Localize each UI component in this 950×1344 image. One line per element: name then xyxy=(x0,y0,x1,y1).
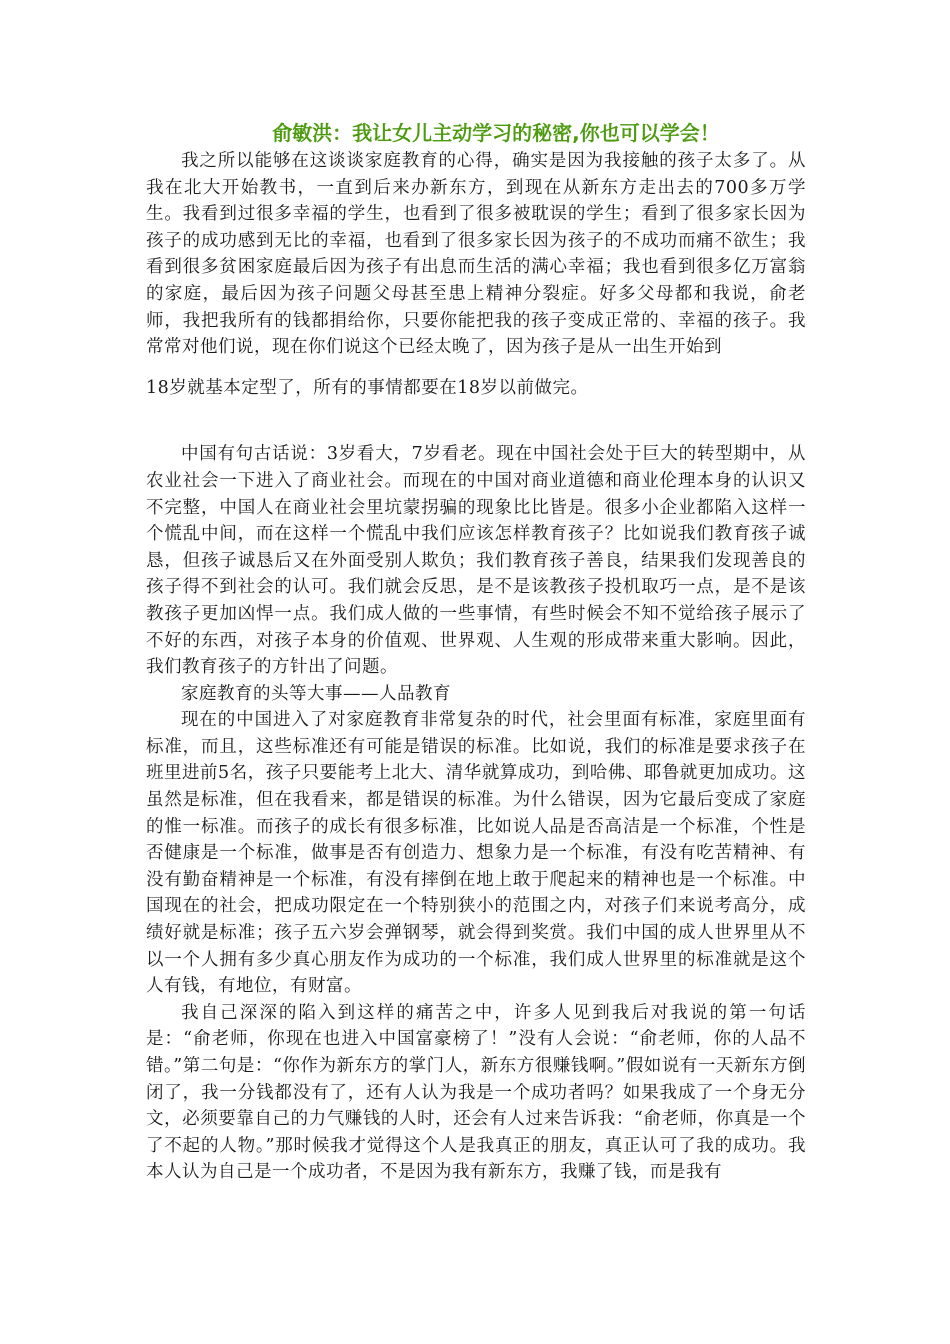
document-title: 俞敏洪：我让女儿主动学习的秘密,你也可以学会！ xyxy=(272,121,720,145)
paragraph-personal: 我自己深深的陷入到这样的痛苦之中，许多人见到我后对我说的第一句话是：“俞老师，你现在也进入中国富豪榜了！”没有人会说：“俞老师，你的人品不错。”第二句是：“你作为新东方的掌门人，新东方很赚钱啊。”假如说有一天新东方倒闭了，我一分钱都没有了，还有人认为我是一个成功者吗？如果我成了一个身无分文，必须要靠自己的力气赚钱的人时，还会有人过来告诉我：“俞老师，你真是一个了不起的人物。”那时候我才觉得这个人是我真正的朋友，真正认可了我的成功。我本人认为自己是一个成功者，不是因为我有新东方，我赚了钱，而是我有 xyxy=(146,1002,806,1183)
document-page xyxy=(146,118,806,1186)
paragraph-intro-tail: 18岁就基本定型了，所有的事情都要在18岁以前做完。 xyxy=(146,377,589,398)
spacer xyxy=(146,361,806,375)
paragraph-standards: 现在的中国进入了对家庭教育非常复杂的时代，社会里面有标准，家庭里面有标准，而且，这些标准还有可能是错误的标准。比如说，我们的标准是要求孩子在班里进前5名，孩子只要能考上北大、清华就算成功，到哈佛、耶鲁就更加成功。这虽然是标准，但在我看来，都是错误的标准。为什么错误，因为它最后变成了家庭的惟一标准。而孩子的成长有很多标准，比如说人品是否高洁是一个标准，个性是否健康是一个标准，做事是否有创造力、想象力是一个标准，有没有吃苦精神、有没有勤奋精神是一个标准，有没有摔倒在地上敢于爬起来的精神也是一个标准。中国现在的社会，把成功限定在一个特别狭小的范围之内，对孩子们来说考高分，成绩好就是标准；孩子五六岁会弹钢琴，就会得到奖赏。我们中国的成人世界里从不以一个人拥有多少真心朋友作为成功的一个标准，我们成人世界里的标准就是这个人有钱，有地位，有财富。 xyxy=(146,710,806,997)
paragraph-intro: 我之所以能够在这谈谈家庭教育的心得，确实是因为我接触的孩子太多了。从我在北大开始教书，一直到后来办新东方，到现在从新东方走出去的700多万学生。我看到过很多幸福的学生，也看到了很多被耽误的学生；看到了很多家长因为孩子的成功感到无比的幸福，也看到了很多家长因为孩子的不成功而痛不欲生；我看到很多贫困家庭最后因为孩子有出息而生活的满心幸福；我也看到很多亿万富翁的家庭，最后因为孩子问题父母甚至患上精神分裂症。好多父母都和我说，俞老师，我把我所有的钱都捐给你，只要你能把我的孩子变成正常的、幸福的孩子。我常常对他们说，现在你们说这个已经太晚了，因为孩子是从一出生开始到 xyxy=(146,151,806,358)
spacer xyxy=(146,401,806,441)
paragraph-proverb: 中国有句古话说：3岁看大，7岁看老。现在中国社会处于巨大的转型期中，从农业社会一下进入了商业社会。而现在的中国对商业道德和商业伦理本身的认识又不完整，中国人在商业社会里坑蒙拐骗的现象比比皆是。很多小企业都陷入这样一个慌乱中间，而在这样一个慌乱中我们应该怎样教育孩子？比如说我们教育孩子诚恳，但孩子诚恳后又在外面受别人欺负；我们教育孩子善良，结果我们发现善良的孩子得不到社会的认可。我们就会反思，是不是该教孩子投机取巧一点，是不是该教孩子更加凶悍一点。我们成人做的一些事情，有些时候会不知不觉给孩子展示了不好的东西，对孩子本身的价值观、世界观、人生观的形成带来重大影响。因此，我们教育孩子的方针出了问题。 xyxy=(146,444,806,678)
section-heading: 家庭教育的头等大事——人品教育 xyxy=(181,683,451,704)
